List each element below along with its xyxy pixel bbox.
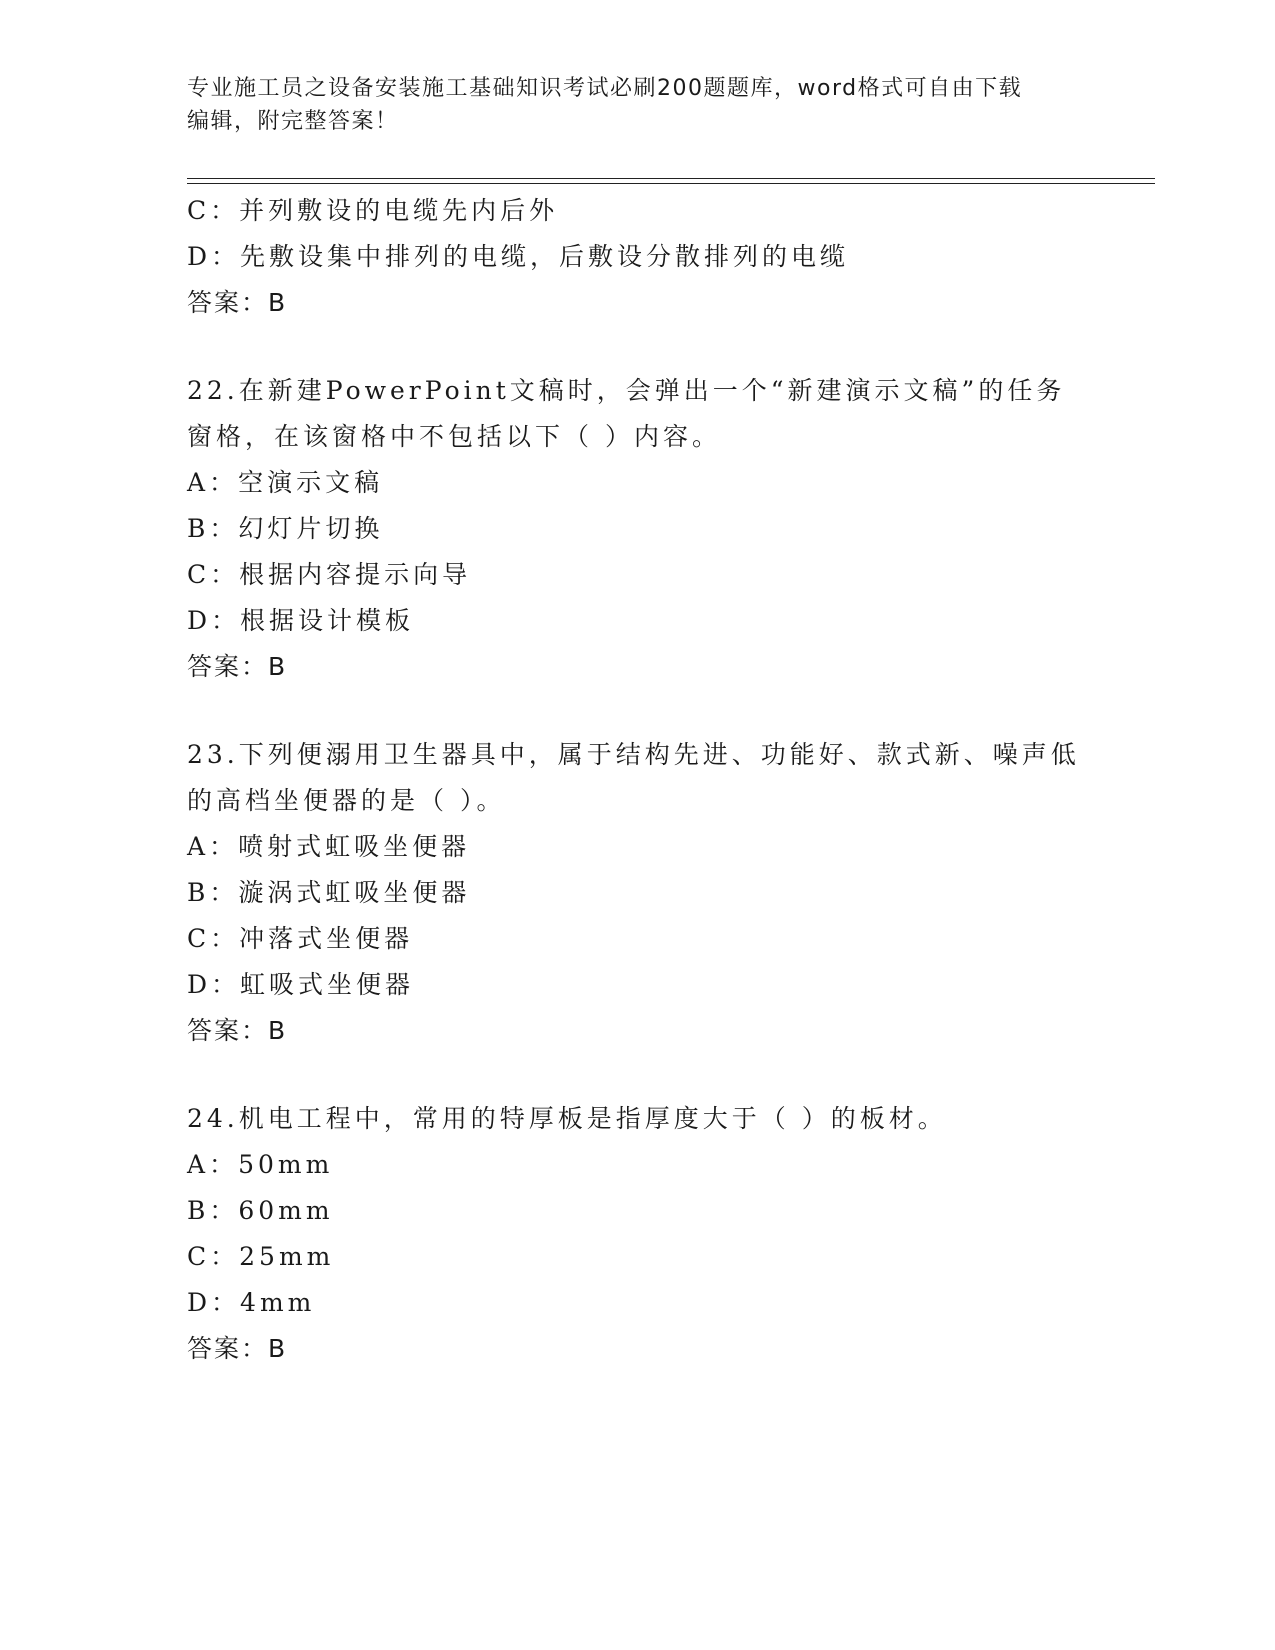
question-stem: 22.在新建PowerPoint文稿时，会弹出一个“新建演示文稿”的任务 [187,376,1066,405]
answer-line: 答案：B [187,288,288,317]
option-a [187,824,1147,870]
question-stem: 23.下列便溺用卫生器具中，属于结构先进、功能好、款式新、噪声低 [187,740,1080,769]
option-a [187,460,1147,506]
question-22 [187,368,1147,690]
option-letter: C： [187,196,240,225]
option-c [187,188,1147,234]
option-letter: D： [187,1288,241,1317]
option-letter: D： [187,970,241,999]
option-c [187,916,1147,962]
header-divider-bottom [187,183,1155,184]
answer-line: 答案：B [187,1016,288,1045]
answer-line: 答案：B [187,652,288,681]
option-d [187,962,1147,1008]
header-divider-top [187,178,1155,179]
option-text: 25mm [239,1242,335,1271]
question-24 [187,1096,1147,1372]
option-text: 漩涡式虹吸坐便器 [238,878,471,907]
option-text: 50mm [238,1150,334,1179]
option-text: 根据内容提示向导 [239,560,472,589]
question-stem: 24.机电工程中，常用的特厚板是指厚度大于（ ）的板材。 [187,1104,947,1133]
document-body [187,188,1147,1372]
option-d [187,598,1147,644]
option-letter: A： [187,832,239,861]
option-d [187,234,1147,280]
option-text: 并列敷设的电缆先内后外 [239,196,559,225]
option-letter: D： [187,606,241,635]
question-continued [187,188,1147,326]
option-text: 4mm [240,1288,316,1317]
document-header [187,72,1067,138]
option-text: 空演示文稿 [238,468,384,497]
option-text: 喷射式虹吸坐便器 [238,832,471,861]
option-letter: D： [187,242,241,271]
option-b [187,870,1147,916]
option-letter: C： [187,924,240,953]
question-stem-continued: 窗格，在该窗格中不包括以下（ ）内容。 [187,422,721,451]
question-stem-continued: 的高档坐便器的是（ ）。 [187,786,506,815]
option-c [187,552,1147,598]
option-text: 冲落式坐便器 [239,924,414,953]
option-text: 60mm [238,1196,334,1225]
option-letter: C： [187,560,240,589]
option-letter: A： [187,1150,239,1179]
option-text: 幻灯片切换 [238,514,384,543]
option-letter: B： [187,514,239,543]
option-text: 根据设计模板 [240,606,415,635]
option-b [187,1188,1147,1234]
option-letter: C： [187,1242,240,1271]
header-title-line-2: 编辑，附完整答案！ [187,109,399,134]
question-23 [187,732,1147,1054]
option-a [187,1142,1147,1188]
option-text: 虹吸式坐便器 [240,970,415,999]
option-c [187,1234,1147,1280]
option-letter: B： [187,1196,239,1225]
option-b [187,506,1147,552]
option-d [187,1280,1147,1326]
option-text: 先敷设集中排列的电缆，后敷设分散排列的电缆 [240,242,850,271]
option-letter: B： [187,878,239,907]
option-letter: A： [187,468,239,497]
answer-line: 答案：B [187,1334,288,1363]
header-title-line-1: 专业施工员之设备安装施工基础知识考试必刷200题题库，word格式可自由下载 [187,76,1023,101]
